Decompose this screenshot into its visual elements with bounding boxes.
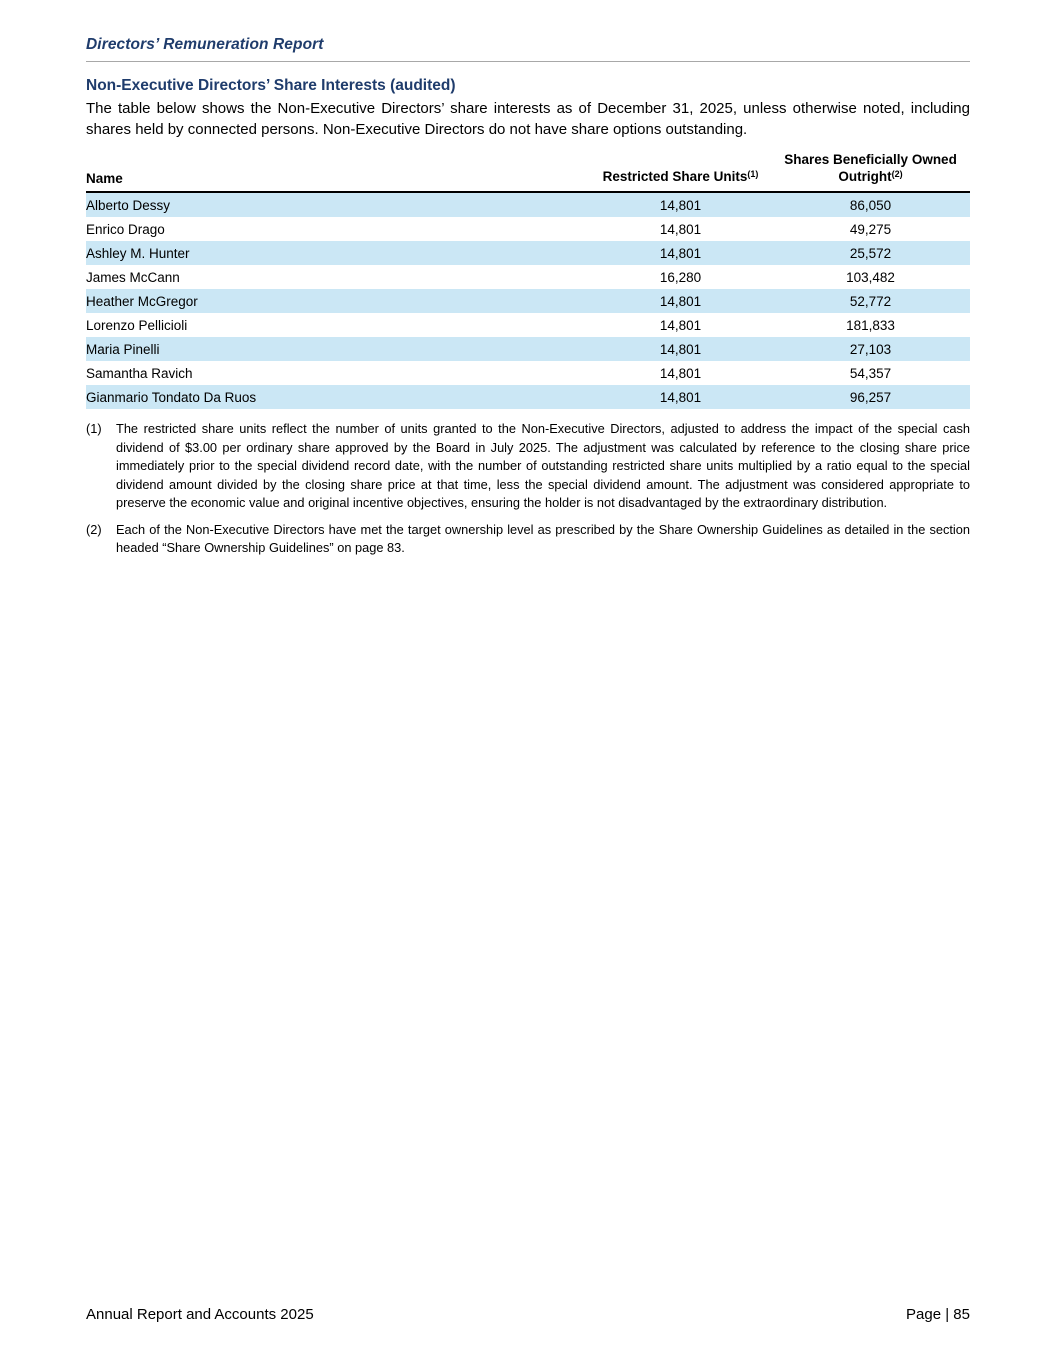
cell-name: Enrico Drago — [86, 222, 165, 237]
cell-rsu: 14,801 — [659, 198, 702, 213]
table-body — [86, 192, 970, 409]
footnotes — [86, 420, 970, 558]
column-header-rsu — [590, 149, 771, 192]
intro-paragraph: The table below shows the Non-Executive Directors’ share interests as of December 31, 2025, unless otherwise noted, including shares held by connected persons. Non-Executive Directors do not have share options outstanding. — [86, 100, 970, 138]
table-row — [86, 361, 970, 385]
table-row — [86, 337, 970, 361]
cell-shares: 96,257 — [849, 390, 892, 405]
table-row — [86, 241, 970, 265]
rsu-footnote-ref: (1) — [747, 169, 759, 179]
table-row — [86, 217, 970, 241]
cell-shares: 103,482 — [846, 270, 895, 285]
column-header-name — [86, 149, 590, 192]
cell-name: Gianmario Tondato Da Ruos — [86, 390, 257, 405]
cell-rsu: 14,801 — [659, 222, 702, 237]
cell-name: Lorenzo Pellicioli — [86, 318, 188, 333]
table-row — [86, 265, 970, 289]
cell-rsu: 14,801 — [659, 246, 702, 261]
cell-rsu: 14,801 — [659, 366, 702, 381]
cell-name: Maria Pinelli — [86, 342, 160, 357]
table-row — [86, 385, 970, 409]
column-header-shares-line2: Outright — [838, 169, 892, 184]
cell-name: Alberto Dessy — [86, 198, 171, 213]
section-heading: Non-Executive Directors’ Share Interests (audited) — [86, 77, 456, 94]
page-footer — [86, 1306, 970, 1323]
share-interests-table — [86, 149, 970, 409]
cell-shares: 86,050 — [849, 198, 892, 213]
report-title: Directors’ Remuneration Report — [86, 36, 324, 53]
column-header-rsu-label: Restricted Share Units — [602, 169, 748, 184]
column-header-shares — [771, 149, 970, 192]
title-rule — [86, 61, 970, 62]
cell-shares: 52,772 — [849, 294, 892, 309]
cell-name: Ashley M. Hunter — [86, 246, 190, 261]
table-row — [86, 192, 970, 217]
footnote-text: Each of the Non-Executive Directors have met the target ownership level as prescribed by the Share Ownership Guidelines as detailed in the section headed “Share Ownership Guidelines” on page 83. — [116, 521, 970, 555]
shares-footnote-ref: (2) — [891, 169, 903, 179]
cell-shares: 49,275 — [849, 222, 892, 237]
footnote — [86, 521, 970, 558]
cell-name: Heather McGregor — [86, 294, 198, 309]
cell-rsu: 14,801 — [659, 390, 702, 405]
footnote-text: The restricted share units reflect the number of units granted to the Non-Executive Directors, adjusted to address the impact of the special cash dividend of $3.00 per ordinary share approved by the Board in July 2025. The adjustment was calculated by reference to the closing share price immediately prior to the special dividend record date, with the number of outstanding restricted share units multiplied by a ratio equal to the special dividend amount divided by the closing share price at that time, less the special dividend amount. The adjustment was considered appropriate to preserve the economic value and original incentive objectives, ensuring the holder is not disadvantaged by the extraordinary distribution. — [116, 421, 970, 510]
footer-report-name: Annual Report and Accounts 2025 — [86, 1306, 314, 1323]
cell-rsu: 14,801 — [659, 342, 702, 357]
cell-rsu: 16,280 — [659, 270, 702, 285]
cell-rsu: 14,801 — [659, 318, 702, 333]
footnote-marker: (2) — [86, 521, 102, 537]
footnote — [86, 420, 970, 513]
table-row — [86, 313, 970, 337]
cell-name: Samantha Ravich — [86, 366, 193, 381]
cell-rsu: 14,801 — [659, 294, 702, 309]
cell-name: James McCann — [86, 270, 180, 285]
table-header — [86, 149, 970, 192]
footnote-marker: (1) — [86, 421, 102, 436]
cell-shares: 181,833 — [846, 318, 895, 333]
cell-shares: 54,357 — [849, 366, 892, 381]
footer-page-number: Page | 85 — [906, 1306, 970, 1323]
column-header-name-label: Name — [86, 171, 123, 186]
cell-shares: 25,572 — [849, 246, 892, 261]
table-row — [86, 289, 970, 313]
cell-shares: 27,103 — [849, 342, 892, 357]
column-header-shares-line1: Shares Beneficially Owned — [784, 152, 957, 167]
